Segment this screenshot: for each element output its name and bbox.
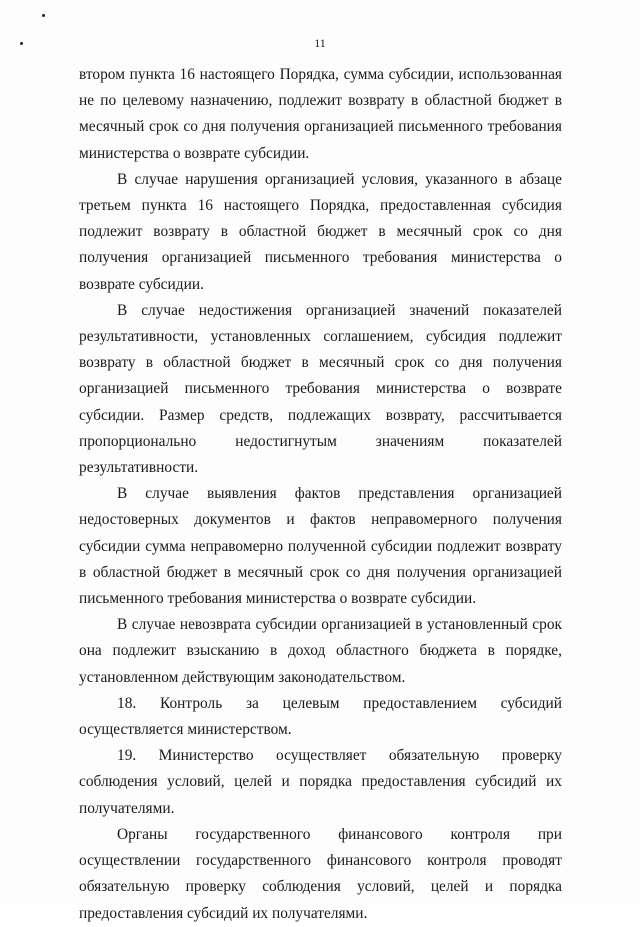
page-number: 11 [314,36,326,50]
scan-speck [42,14,45,17]
paragraph: В случае выявления фактов представления организацией недостоверных документов и фактов неправомерного получения субсидии сумма неправомерно полученной субсидии подлежит возврату в областной бюджет в месячный срок со дня получения организацией письменного требования министерства о возврате субсидии. [79,485,562,608]
document-body [79,62,562,927]
paragraph: В случае нарушения организацией условия, указанного в абзаце третьем пункта 16 настоящего Порядка, предоставленная субсидия подлежит возврату в областной бюджет в месячный срок со дня получения организацией письменного требования министерства о возврате субсидии. [79,170,562,293]
paragraph: В случае невозврата субсидии организацией в установленный срок она подлежит взысканию в доход областного бюджета в порядке, установленном действующим законодательством. [79,616,562,686]
paragraph: 18. Контроль за целевым предоставлением субсидий осуществляется министерством. [79,694,562,739]
paragraph: втором пункта 16 настоящего Порядка, сумма субсидии, использованная не по целевому назначению, подлежит возврату в областной бюджет в месячный срок со дня получения организацией письменного требования министерства о возврате субсидии. [79,66,562,162]
paragraph: В случае недостижения организацией значений показателей результативности, установленных соглашением, субсидия подлежит возврату в областной бюджет в месячный срок со дня получения организацией письменного требования министерства о возврате субсидии. Размер средств, подлежащих возврату, рассчитывается пропорционально недостигнутым значениям показателей результативности. [79,301,562,477]
paragraph: 19. Министерство осуществляет обязательную проверку соблюдения условий, целей и порядка предоставления субсидий их получателями. [79,747,562,817]
paragraph: Органы государственного финансового контроля при осуществлении государственного финансового контроля проводят обязательную проверку соблюдения условий, целей и порядка предоставления субсидий их получателями. [79,825,562,922]
